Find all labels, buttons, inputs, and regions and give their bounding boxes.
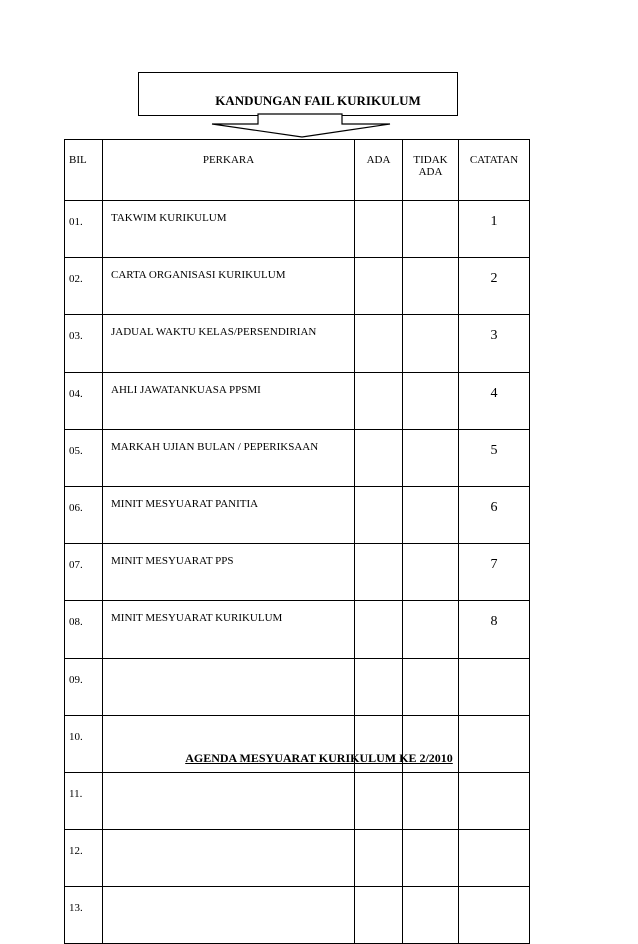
cell-tidak-ada (403, 486, 459, 543)
cell-catatan (459, 830, 530, 887)
cell-tidak-ada (403, 315, 459, 372)
cell-tidak-ada (403, 429, 459, 486)
cell-bil: 09. (65, 658, 103, 715)
cell-ada (355, 544, 403, 601)
down-arrow-icon (210, 110, 400, 140)
table-row (65, 544, 530, 601)
table-row (65, 887, 530, 944)
cell-ada (355, 201, 403, 258)
content-table (64, 139, 530, 944)
cell-perkara (103, 887, 355, 944)
cell-perkara (103, 658, 355, 715)
cell-perkara (103, 830, 355, 887)
cell-catatan (459, 658, 530, 715)
header-tidak-ada-line2: ADA (418, 166, 443, 178)
cell-perkara: MINIT MESYUARAT KURIKULUM (103, 601, 355, 658)
cell-catatan: 8 (459, 601, 530, 658)
cell-ada (355, 372, 403, 429)
cell-catatan: 5 (459, 429, 530, 486)
table-row (65, 315, 530, 372)
cell-catatan: 1 (459, 201, 530, 258)
cell-catatan: 7 (459, 544, 530, 601)
table-row (65, 429, 530, 486)
cell-bil: 04. (65, 372, 103, 429)
cell-ada (355, 887, 403, 944)
cell-tidak-ada (403, 830, 459, 887)
cell-tidak-ada (403, 544, 459, 601)
cell-perkara: MINIT MESYUARAT PPS (103, 544, 355, 601)
cell-bil: 02. (65, 258, 103, 315)
cell-perkara: AHLI JAWATANKUASA PPSMI (103, 372, 355, 429)
cell-ada (355, 830, 403, 887)
cell-bil: 05. (65, 429, 103, 486)
cell-ada (355, 601, 403, 658)
cell-catatan (459, 887, 530, 944)
cell-perkara: JADUAL WAKTU KELAS/PERSENDIRIAN (103, 315, 355, 372)
cell-catatan: 6 (459, 486, 530, 543)
table-row (65, 372, 530, 429)
cell-perkara: CARTA ORGANISASI KURIKULUM (103, 258, 355, 315)
cell-ada (355, 486, 403, 543)
cell-bil: 12. (65, 830, 103, 887)
cell-tidak-ada (403, 258, 459, 315)
table-row (65, 830, 530, 887)
table-row (65, 258, 530, 315)
cell-perkara: MINIT MESYUARAT PANITIA (103, 486, 355, 543)
cell-bil: 06. (65, 486, 103, 543)
cell-bil: 13. (65, 887, 103, 944)
footer-agenda: AGENDA MESYUARAT KURIKULUM KE 2/2010 (185, 751, 453, 765)
cell-bil: 03. (65, 315, 103, 372)
cell-perkara (103, 772, 355, 829)
table-header-row (65, 140, 530, 201)
table-row (65, 201, 530, 258)
cell-perkara: MARKAH UJIAN BULAN / PEPERIKSAAN (103, 429, 355, 486)
page-title: KANDUNGAN FAIL KURIKULUM (215, 93, 421, 108)
cell-ada (355, 258, 403, 315)
cell-bil: 08. (65, 601, 103, 658)
cell-bil: 10. (65, 715, 103, 772)
cell-perkara: TAKWIM KURIKULUM (103, 201, 355, 258)
table-row (65, 772, 530, 829)
cell-bil: 07. (65, 544, 103, 601)
cell-tidak-ada (403, 658, 459, 715)
header-tidak-ada (403, 140, 459, 201)
header-tidak-ada-line1: TIDAK (413, 154, 448, 166)
header-bil: BIL (65, 140, 103, 201)
cell-bil: 01. (65, 201, 103, 258)
table-row (65, 486, 530, 543)
table-row (65, 658, 530, 715)
cell-catatan: 2 (459, 258, 530, 315)
cell-tidak-ada (403, 772, 459, 829)
cell-catatan (459, 772, 530, 829)
cell-ada (355, 315, 403, 372)
cell-catatan: 3 (459, 315, 530, 372)
cell-bil: 11. (65, 772, 103, 829)
cell-ada (355, 429, 403, 486)
cell-tidak-ada (403, 887, 459, 944)
cell-catatan: 4 (459, 372, 530, 429)
cell-tidak-ada (403, 201, 459, 258)
header-perkara: PERKARA (103, 140, 355, 201)
cell-tidak-ada (403, 601, 459, 658)
table-body (65, 201, 530, 944)
header-ada: ADA (355, 140, 403, 201)
cell-ada (355, 772, 403, 829)
header-catatan: CATATAN (459, 140, 530, 201)
cell-tidak-ada (403, 372, 459, 429)
table-row (65, 601, 530, 658)
cell-ada (355, 658, 403, 715)
